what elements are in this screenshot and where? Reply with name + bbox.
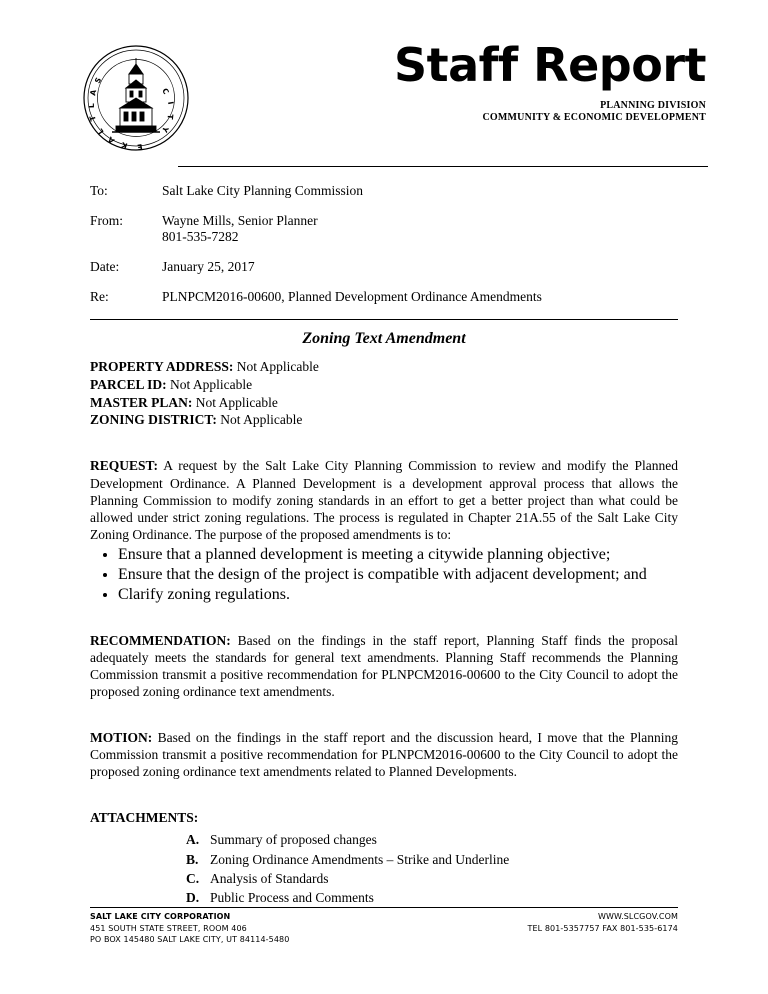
attachments-list bbox=[60, 830, 708, 907]
motion-text: Based on the findings in the staff report and the discussion heard, I move that the Planning Commission transmit a positive recommendation for PLNPCM2016-00600 to the City Council to adopt the proposed zoning ordinance text amendments related to Planned Developments. bbox=[90, 729, 678, 780]
meta-item-master-plan bbox=[90, 394, 708, 412]
meta-item-zoning-district bbox=[90, 411, 708, 429]
footer-phones: TEL 801-5357757 FAX 801-535-6174 bbox=[527, 923, 678, 933]
svg-text:E: E bbox=[136, 142, 144, 152]
header-division: PLANNING DIVISION bbox=[600, 100, 706, 111]
attachment-marker-c: C. bbox=[186, 870, 200, 886]
attachment-text-a: Summary of proposed changes bbox=[210, 832, 377, 848]
section-title: Zoning Text Amendment bbox=[302, 330, 466, 347]
svg-text:A: A bbox=[106, 134, 117, 146]
attachments-label: ATTACHMENTS: bbox=[90, 810, 199, 826]
memo-label-date: Date: bbox=[90, 259, 120, 274]
svg-text:Y: Y bbox=[159, 125, 171, 134]
footer-address-line2: PO BOX 145480 SALT LAKE CITY, UT 84114-5480 bbox=[90, 935, 290, 945]
footer-organization: SALT LAKE CITY CORPORATION bbox=[90, 912, 231, 922]
list-item: • Ensure that the design of the project is compatible with adjacent development; and bbox=[118, 566, 708, 584]
list-item: • Ensure that a planned development is meeting a citywide planning objective; bbox=[118, 546, 708, 564]
memo-value-from: Wayne Mills, Senior Planner bbox=[162, 213, 318, 228]
list-item bbox=[186, 830, 708, 849]
request-label: REQUEST: bbox=[90, 458, 159, 474]
meta-label-parcel-id: PARCEL ID: bbox=[90, 376, 167, 392]
meta-label-master-plan: MASTER PLAN: bbox=[90, 394, 193, 410]
attachment-text-d: Public Process and Comments bbox=[210, 889, 374, 905]
meta-value-zoning-district: Not Applicable bbox=[220, 412, 303, 428]
attachment-marker-b: B. bbox=[186, 851, 199, 867]
document-footer bbox=[60, 907, 708, 946]
svg-text:K: K bbox=[120, 140, 129, 151]
meta-value-parcel-id: Not Applicable bbox=[170, 376, 253, 392]
header-department: COMMUNITY & ECONOMIC DEVELOPMENT bbox=[482, 112, 706, 123]
memo-divider bbox=[90, 319, 678, 320]
request-bullet-list bbox=[60, 546, 708, 604]
memo-row-re bbox=[90, 289, 708, 305]
memo-label-re: Re: bbox=[90, 289, 109, 304]
request-section bbox=[90, 457, 678, 543]
meta-label-zoning-district: ZONING DISTRICT: bbox=[90, 412, 217, 428]
memo-label-from: From: bbox=[90, 213, 124, 228]
document-header bbox=[60, 40, 708, 160]
svg-text:C: C bbox=[160, 86, 171, 96]
svg-text:I: I bbox=[166, 100, 176, 106]
meta-item-property-address bbox=[90, 358, 708, 376]
list-item: • Clarify zoning regulations. bbox=[118, 586, 708, 604]
memo-block bbox=[90, 183, 708, 305]
meta-label-property-address: PROPERTY ADDRESS: bbox=[90, 359, 234, 374]
svg-text:L: L bbox=[95, 126, 106, 136]
list-item bbox=[186, 850, 708, 869]
footer-address-line1: 451 SOUTH STATE STREET, ROOM 406 bbox=[90, 923, 247, 933]
memo-value-date: January 25, 2017 bbox=[162, 259, 255, 274]
attachment-text-c: Analysis of Standards bbox=[210, 870, 329, 886]
meta-item-parcel-id bbox=[90, 376, 708, 394]
header-divider bbox=[178, 166, 708, 167]
property-meta-list bbox=[90, 358, 708, 429]
recommendation-text: Based on the findings in the staff report, Planning Staff finds the proposal adequately meets the standards for general text amendments. Planning Staff recommends the Planning Commission transmit a positive recommendation for PLNPCM2016-00600 to the City Council to adopt the proposed zoning ordinance text amendments. bbox=[90, 632, 678, 700]
memo-row-date bbox=[90, 259, 708, 275]
recommendation-label: RECOMMENDATION: bbox=[90, 632, 231, 648]
svg-text:S: S bbox=[92, 75, 104, 85]
svg-text:T: T bbox=[165, 113, 175, 120]
svg-text:A: A bbox=[88, 88, 99, 97]
motion-section bbox=[90, 729, 678, 781]
request-text: A request by the Salt Lake City Planning Commission to review and modify the Planned Development Ordinance. A Planned Development is a development approval process that allows the Planning Commission to modify zoning standards in an effort to get a better project than what could be allowed under strict zoning regulations. The process is regulated in Chapter 21A.55 of the Salt Lake City Zoning Ordinance. The purpose of the proposed amendments is to: bbox=[90, 458, 678, 543]
attachment-marker-d: D. bbox=[186, 889, 200, 905]
attachment-text-b: Zoning Ordinance Amendments – Strike and Underline bbox=[210, 851, 510, 867]
memo-value-re: PLNPCM2016-00600, Planned Development Ordinance Amendments bbox=[162, 289, 542, 304]
motion-label: MOTION: bbox=[90, 729, 153, 745]
memo-label-to: To: bbox=[90, 183, 108, 198]
footer-website: WWW.SLCGOV.COM bbox=[597, 912, 678, 922]
list-item bbox=[186, 869, 708, 888]
footer-divider bbox=[90, 907, 678, 908]
list-item bbox=[186, 888, 708, 907]
memo-row-from bbox=[90, 213, 708, 245]
memo-row-to bbox=[90, 183, 708, 199]
memo-value-to: Salt Lake City Planning Commission bbox=[162, 183, 364, 198]
meta-value-master-plan: Not Applicable bbox=[195, 394, 278, 410]
salt-lake-city-seal-icon bbox=[82, 44, 190, 152]
attachment-marker-a: A. bbox=[186, 832, 200, 848]
meta-value-property-address: Not Applicable bbox=[236, 359, 319, 374]
recommendation-section bbox=[90, 632, 678, 701]
memo-value-from-phone: 801-535-7282 bbox=[162, 229, 239, 244]
svg-text:T: T bbox=[87, 114, 98, 123]
page-title: Staff Report bbox=[393, 38, 706, 92]
svg-text:L: L bbox=[86, 103, 96, 109]
